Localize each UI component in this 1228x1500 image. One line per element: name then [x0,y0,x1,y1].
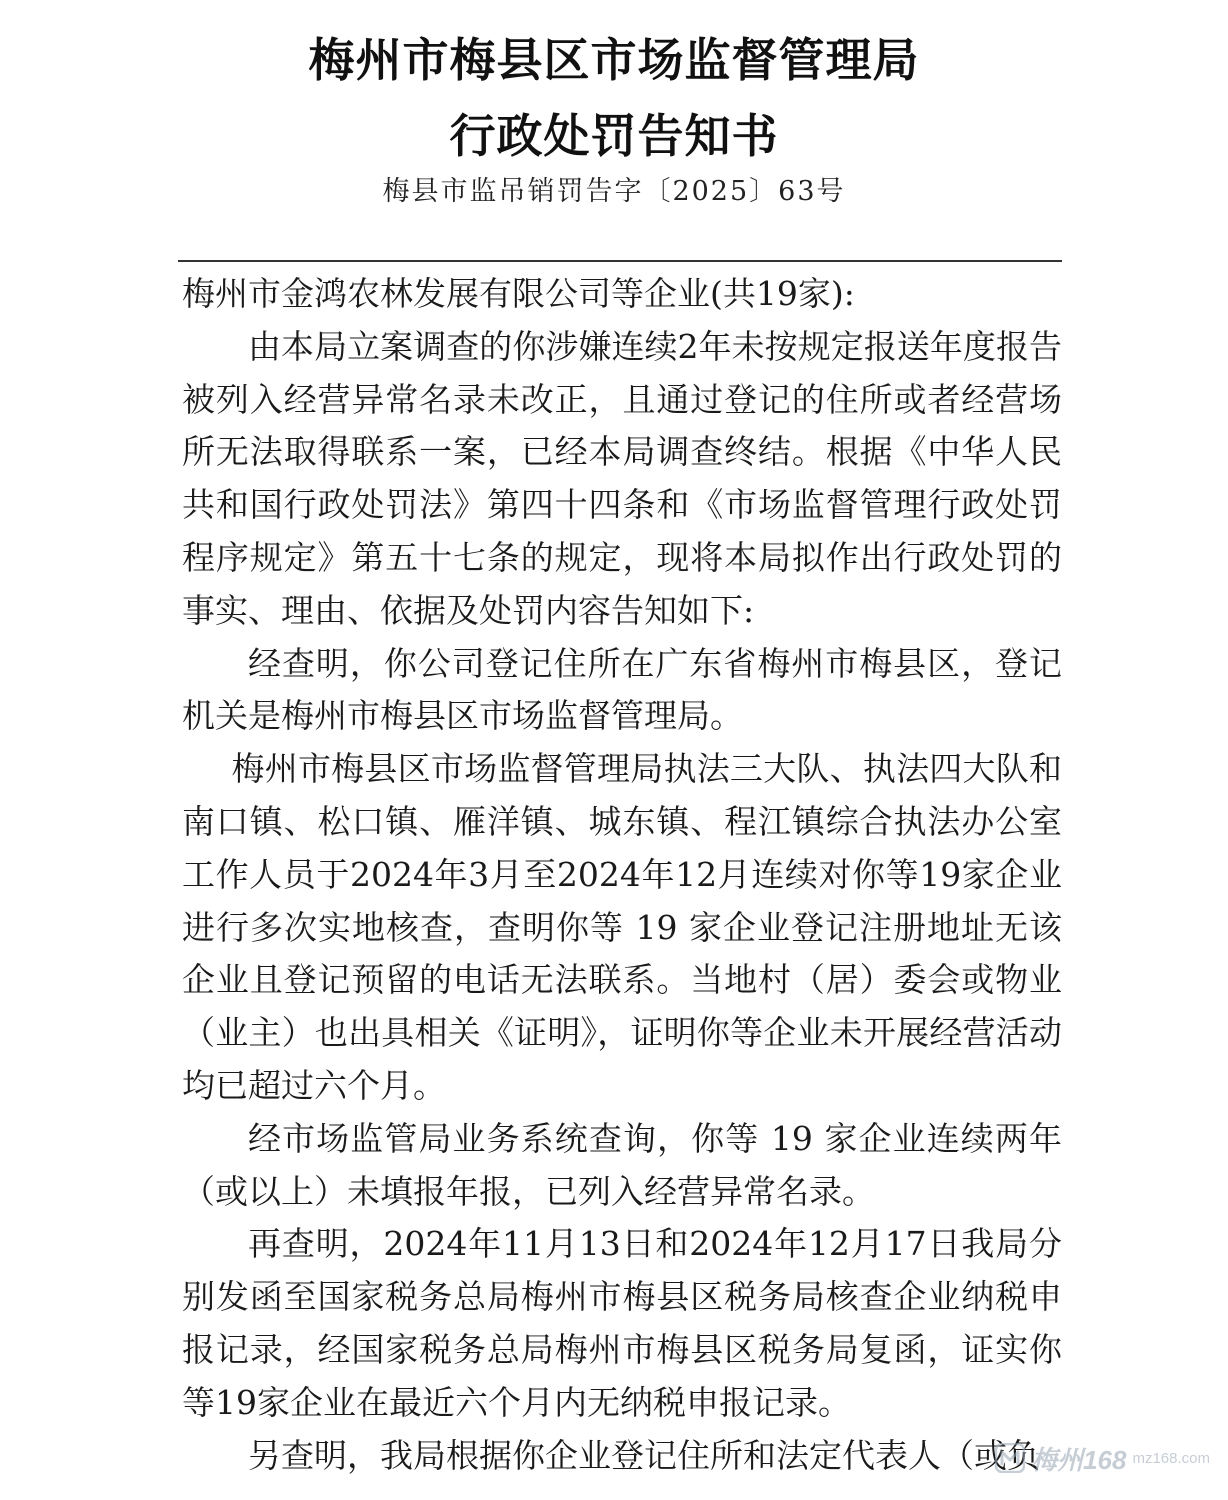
document-title-type: 行政处罚告知书 [449,109,779,163]
document-body [182,268,1062,1482]
header-divider [178,260,1062,262]
paragraph-system-query: 经市场监管局业务系统查询，你等 19 家企业连续两年（或以上）未填报年报，已列入经营异常名录。 [182,1118,1062,1211]
document-number: 梅县市监吊销罚告字〔2025〕63号 [382,176,846,207]
watermark-brand: 梅州168 [1031,1444,1127,1475]
paragraph-registration: 经查明，你公司登记住所在广东省梅州市梅县区，登记机关是梅州市梅县区市场监督管理局。 [182,643,1062,736]
m-logo-icon [995,1443,1025,1473]
paragraph-site-inspection: 梅州市梅县区市场监督管理局执法三大队、执法四大队和南口镇、松口镇、雁洋镇、城东镇、程江镇综合执法办公室工作人员于2024年3月至2024年12月连续对你等19家企业进行多次实地核查，查明你等 19 家企业登记注册地址无该企业且登记预留的电话无法联系。当地村（居）委会或物业（业主）也出具相关《证明》，证明你等企业未开展经营活动均已超过六个月。 [182,749,1062,1105]
site-watermark [995,1440,1210,1476]
document-title-issuer: 梅州市梅县区市场监督管理局 [308,33,920,87]
paragraph-tax-check: 再查明，2024年11月13日和2024年12月17日我局分别发函至国家税务总局梅州市梅县区税务局核查企业纳税申报记录，经国家税务总局梅州市梅县区税务局复函，证实你等19家企业在最近六个月内无纳税申报记录。 [182,1224,1062,1422]
paragraph-case-summary: 由本局立案调查的你涉嫌连续2年未按规定报送年度报告被列入经营异常名录未改正，且通过登记的住所或者经营场所无法取得联系一案，已经本局调查终结。根据《中华人民共和国行政处罚法》第四十四条和《市场监督管理行政处罚程序规定》第五十七条的规定，现将本局拟作出行政处罚的事实、理由、依据及处罚内容告知如下: [182,326,1062,630]
paragraph-further-finding: 另查明，我局根据你企业登记住所和法定代表人（或负 [248,1435,1040,1475]
addressee: 梅州市金鸿农林发展有限公司等企业(共19家): [182,274,855,313]
watermark-domain: mz168.com [1132,1449,1210,1467]
